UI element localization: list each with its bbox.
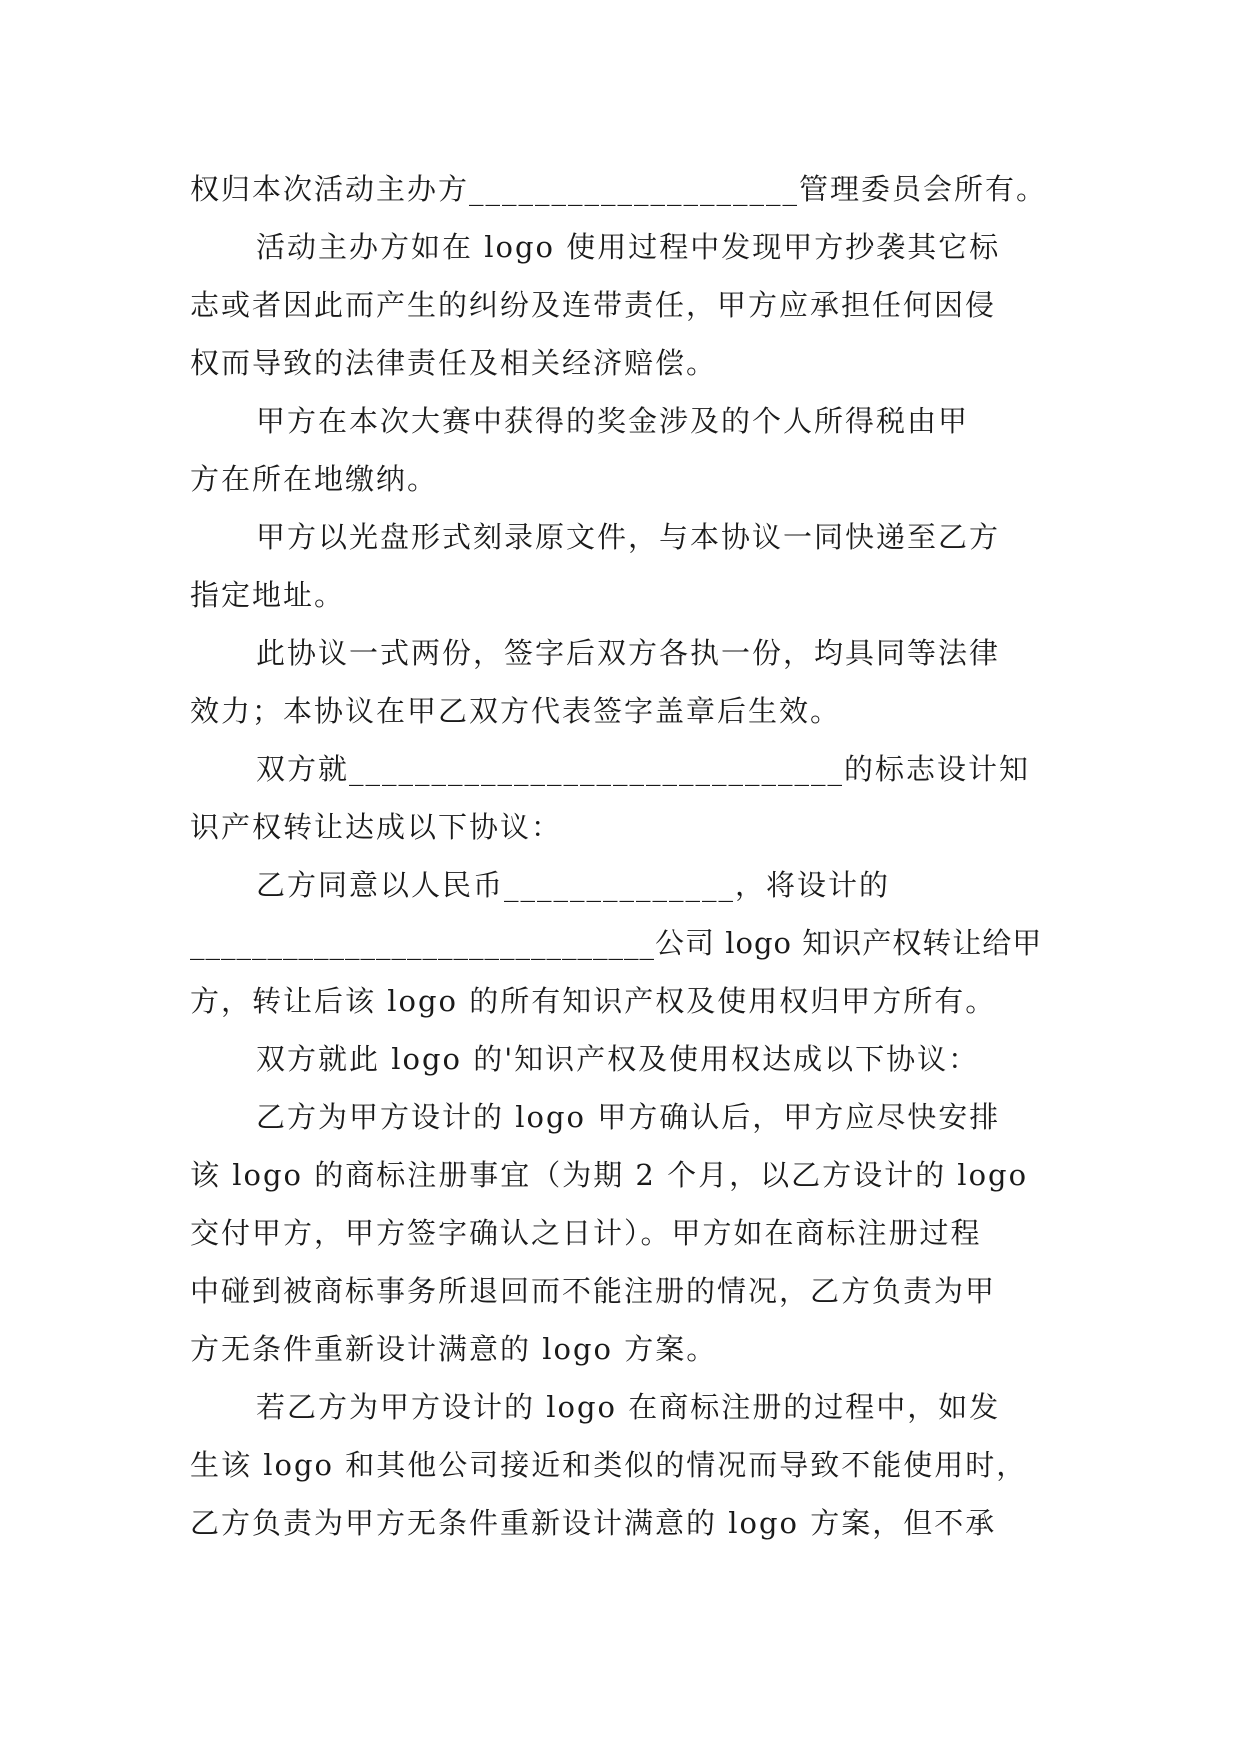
text-line: 中碰到被商标事务所退回而不能注册的情况，乙方负责为甲 — [190, 1274, 997, 1308]
text-line: 志或者因此而产生的纠纷及连带责任，甲方应承担任何因侵 — [190, 288, 997, 322]
text-line: 乙方同意以人民币______________，将设计的 — [256, 868, 891, 902]
text-line: 交付甲方，甲方签字确认之日计）。甲方如在商标注册过程 — [190, 1216, 982, 1250]
text-line: 该 logo 的商标注册事宜（为期 2 个月，以乙方设计的 logo — [190, 1158, 1029, 1192]
text-line: 活动主办方如在 logo 使用过程中发现甲方抄袭其它标 — [256, 230, 1001, 264]
text-line: 甲方在本次大赛中获得的奖金涉及的个人所得税由甲 — [256, 404, 970, 438]
text-line: 乙方负责为甲方无条件重新设计满意的 logo 方案，但不承 — [190, 1506, 997, 1540]
text-line: 甲方以光盘形式刻录原文件，与本协议一同快递至乙方 — [256, 520, 1001, 554]
text-line: 乙方为甲方设计的 logo 甲方确认后，甲方应尽快安排 — [256, 1100, 1001, 1134]
text-line: 识产权转让达成以下协议： — [190, 810, 563, 844]
text-line: ______________________________公司 logo 知识产权转让给甲 — [190, 926, 1043, 960]
text-line: 此协议一式两份，签字后双方各执一份，均具同等法律 — [256, 636, 1001, 670]
text-line: 指定地址。 — [190, 578, 346, 612]
text-line: 权而导致的法律责任及相关经济赔偿。 — [190, 346, 718, 380]
text-line: 生该 logo 和其他公司接近和类似的情况而导致不能使用时， — [190, 1448, 1028, 1482]
text-line: 若乙方为甲方设计的 logo 在商标注册的过程中，如发 — [256, 1390, 1001, 1424]
text-line: 方，转让后该 logo 的所有知识产权及使用权归甲方所有。 — [190, 984, 997, 1018]
text-line: 方无条件重新设计满意的 logo 方案。 — [190, 1332, 718, 1366]
text-line: 效力；本协议在甲乙双方代表签字盖章后生效。 — [190, 694, 842, 728]
document-body — [190, 160, 1050, 1552]
text-line: 方在所在地缴纳。 — [190, 462, 439, 496]
text-line: 权归本次活动主办方____________________管理委员会所有。 — [190, 172, 1048, 206]
text-line: 双方就______________________________的标志设计知 — [256, 752, 1031, 786]
text-line: 双方就此 logo 的'知识产权及使用权达成以下协议： — [256, 1042, 980, 1076]
